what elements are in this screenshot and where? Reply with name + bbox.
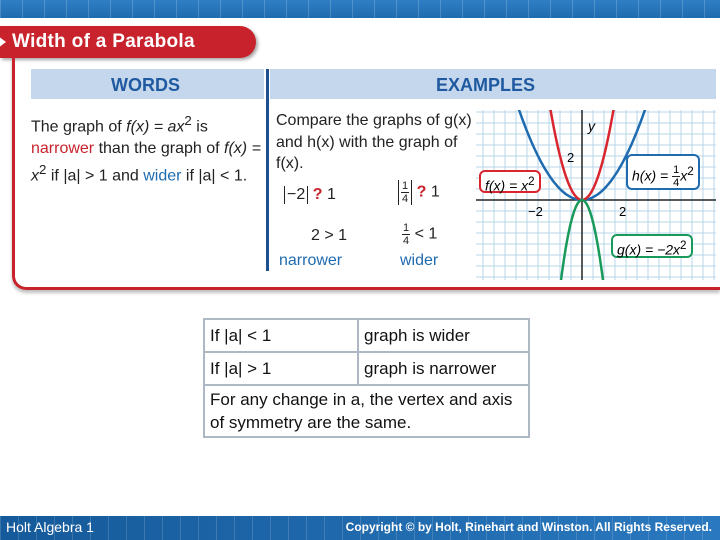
wider-term: wider — [143, 167, 182, 185]
abs-value-h: $\frac{1}{4}$ — [402, 180, 409, 205]
words-text-5: if |a| < 1. — [181, 167, 248, 185]
table-row — [204, 352, 529, 385]
summary-table — [203, 318, 530, 438]
page-title: Width of a Parabola — [12, 31, 195, 52]
table-row — [204, 385, 529, 437]
footer-course: Holt Algebra 1 — [6, 519, 94, 535]
h-label-box: h(x) = $\frac{1}{4}$ $x^2$ — [626, 154, 700, 190]
words-text-1: The graph of — [31, 118, 127, 136]
comparison-g — [284, 186, 336, 204]
words-exponent: 2 — [184, 113, 192, 128]
words-exponent-2: 2 — [39, 162, 47, 178]
result-narrower-label: narrower — [279, 252, 343, 269]
top-banner — [0, 0, 720, 18]
examples-description: Compare the graphs of g(x) and h(x) with the graph of f(x). — [276, 112, 472, 172]
arrow-icon — [0, 36, 6, 48]
narrower-term: narrower — [31, 139, 95, 157]
compare-one-1: 1 — [326, 186, 336, 203]
table-cell: graph is wider — [358, 319, 529, 352]
table-cell: If |a| > 1 — [204, 352, 358, 385]
y-axis-label: y — [588, 118, 595, 134]
words-text-4: if |a| > 1 and — [46, 167, 139, 185]
footer-bar — [0, 516, 720, 540]
compare-question-1: ? — [312, 186, 323, 203]
y-tick-label: 2 — [567, 150, 575, 165]
examples-column-header: EXAMPLES — [270, 69, 716, 102]
compare-question-2: ? — [416, 183, 427, 201]
result-wider-label: wider — [400, 252, 439, 269]
lesson-title-tab — [0, 26, 256, 58]
words-text-3: than the graph of — [94, 139, 225, 157]
table-row — [204, 319, 529, 352]
footer-copyright: Copyright © by Holt, Rinehart and Winston. All Rights Reserved. — [345, 520, 712, 534]
x-tick-neg-label: −2 — [528, 204, 543, 219]
words-formula-parent: f(x) = x — [31, 139, 261, 185]
comparison-h — [398, 180, 440, 205]
result-g: 2 > 1 — [311, 227, 348, 244]
table-cell: graph is narrower — [358, 352, 529, 385]
column-divider — [266, 69, 269, 271]
words-formula-general: f(x) = ax — [126, 118, 185, 136]
f-label-box: $f(x) = x^2$ — [479, 170, 541, 193]
compare-one-2: 1 — [430, 183, 440, 201]
x-tick-pos-label: 2 — [619, 204, 627, 219]
result-h: $\frac{1}{4}$ < 1 — [403, 222, 438, 247]
words-text-2: is — [191, 118, 208, 136]
table-cell: If |a| < 1 — [204, 319, 358, 352]
words-column-header: WORDS — [31, 69, 264, 102]
table-cell: For any change in a, the vertex and axis of symmetry are the same. — [204, 385, 529, 437]
g-label-box: $g(x) = -2x^2$ — [611, 234, 693, 258]
parabola-graph — [476, 110, 716, 285]
abs-value-g: −2 — [284, 186, 308, 204]
words-description — [31, 110, 261, 187]
